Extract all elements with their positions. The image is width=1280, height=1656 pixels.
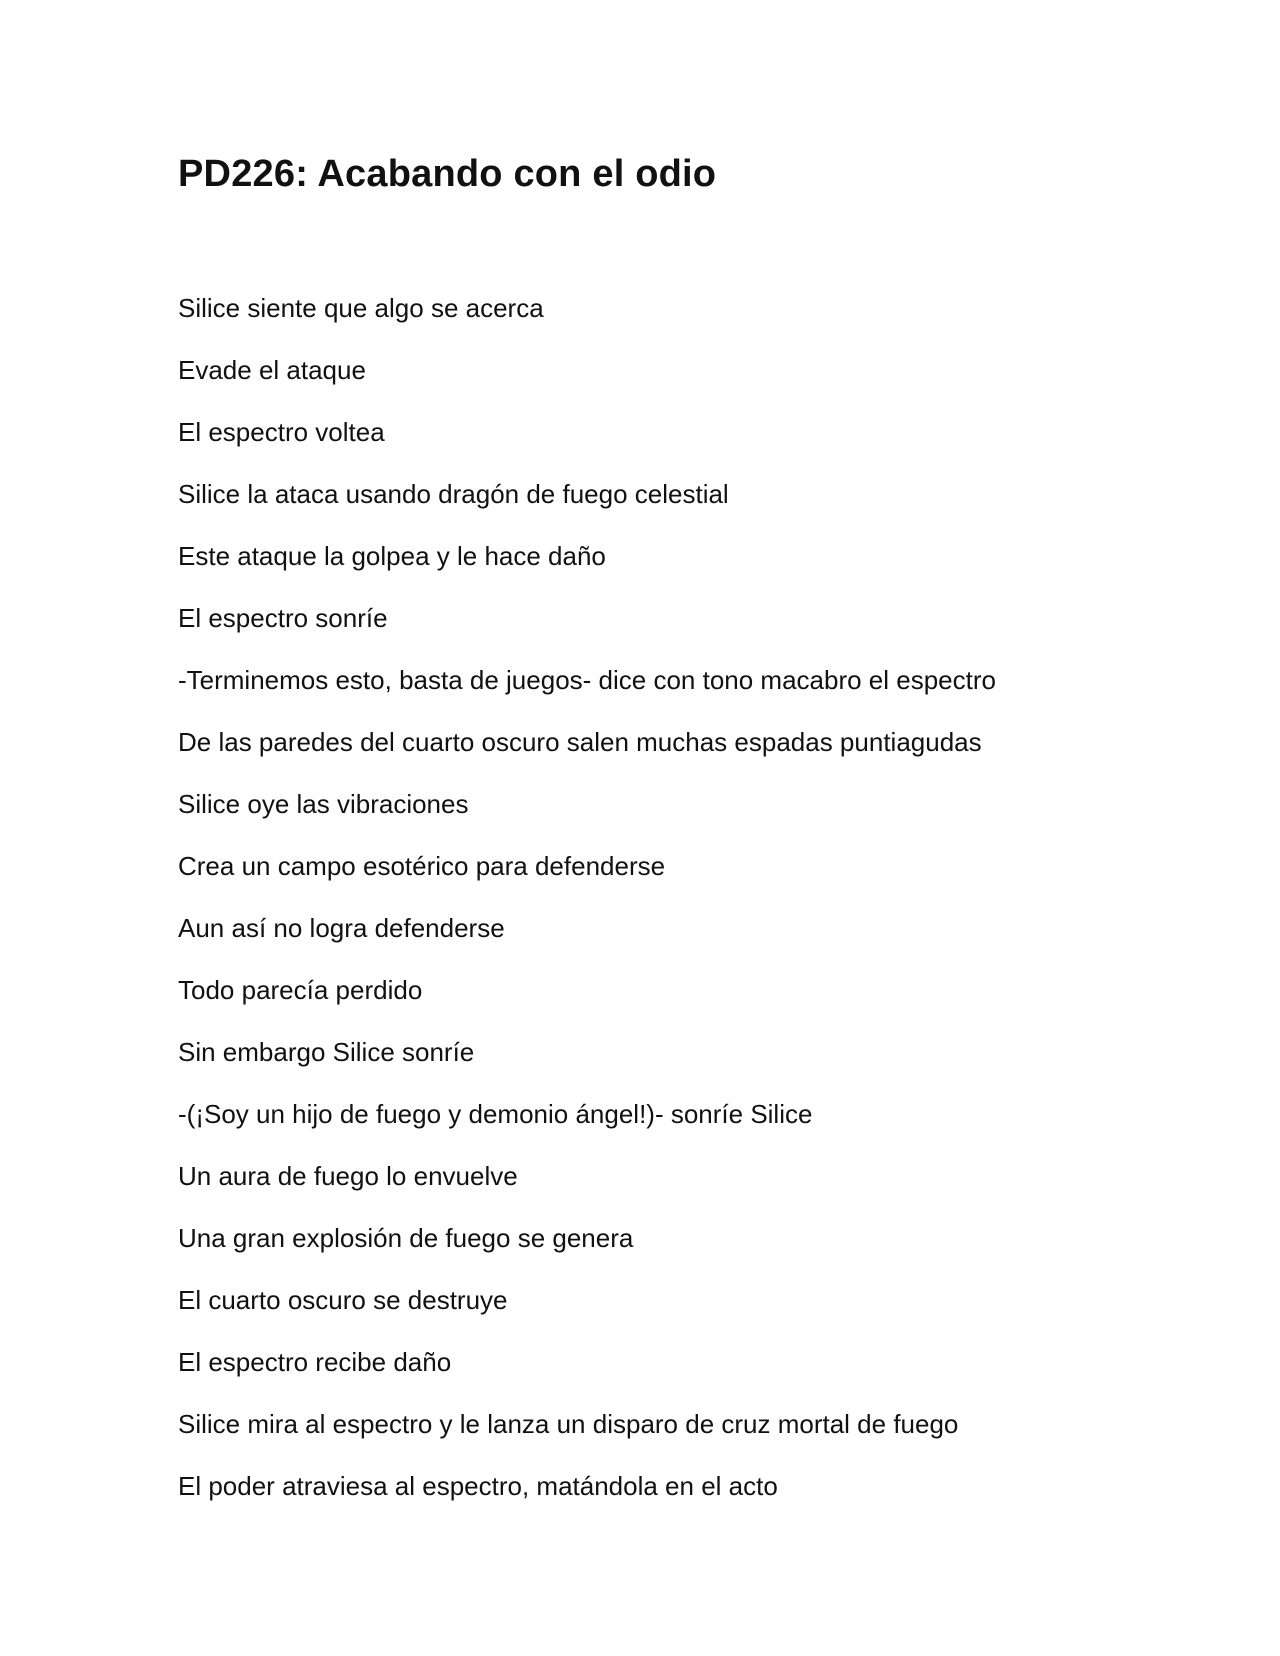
story-line: El espectro voltea: [178, 417, 385, 447]
story-line: El poder atraviesa al espectro, matándola en el acto: [178, 1471, 778, 1501]
document-title: PD226: Acabando con el odio: [178, 153, 717, 195]
story-line: El espectro recibe daño: [178, 1347, 452, 1377]
story-line: -(¡Soy un hijo de fuego y demonio ángel!)- sonríe Silice: [178, 1099, 813, 1129]
story-line: Silice oye las vibraciones: [178, 789, 469, 819]
story-line: Silice la ataca usando dragón de fuego celestial: [178, 479, 729, 509]
story-line: Una gran explosión de fuego se genera: [178, 1223, 634, 1253]
story-lines: [178, 288, 996, 1528]
story-line: Crea un campo esotérico para defenderse: [178, 851, 666, 881]
story-line: -Terminemos esto, basta de juegos- dice con tono macabro el espectro: [178, 665, 996, 695]
story-line: Todo parecía perdido: [178, 975, 423, 1005]
story-line: El espectro sonríe: [178, 603, 388, 633]
story-line: Este ataque la golpea y le hace daño: [178, 541, 606, 571]
story-line: Silice siente que algo se acerca: [178, 293, 544, 323]
story-line: Aun así no logra defenderse: [178, 913, 505, 943]
story-line: Un aura de fuego lo envuelve: [178, 1161, 518, 1191]
story-line: Sin embargo Silice sonríe: [178, 1037, 475, 1067]
story-line: Evade el ataque: [178, 355, 366, 385]
story-line: De las paredes del cuarto oscuro salen muchas espadas puntiagudas: [178, 727, 982, 757]
story-line: El cuarto oscuro se destruye: [178, 1285, 508, 1315]
story-line: Silice mira al espectro y le lanza un disparo de cruz mortal de fuego: [178, 1409, 959, 1439]
